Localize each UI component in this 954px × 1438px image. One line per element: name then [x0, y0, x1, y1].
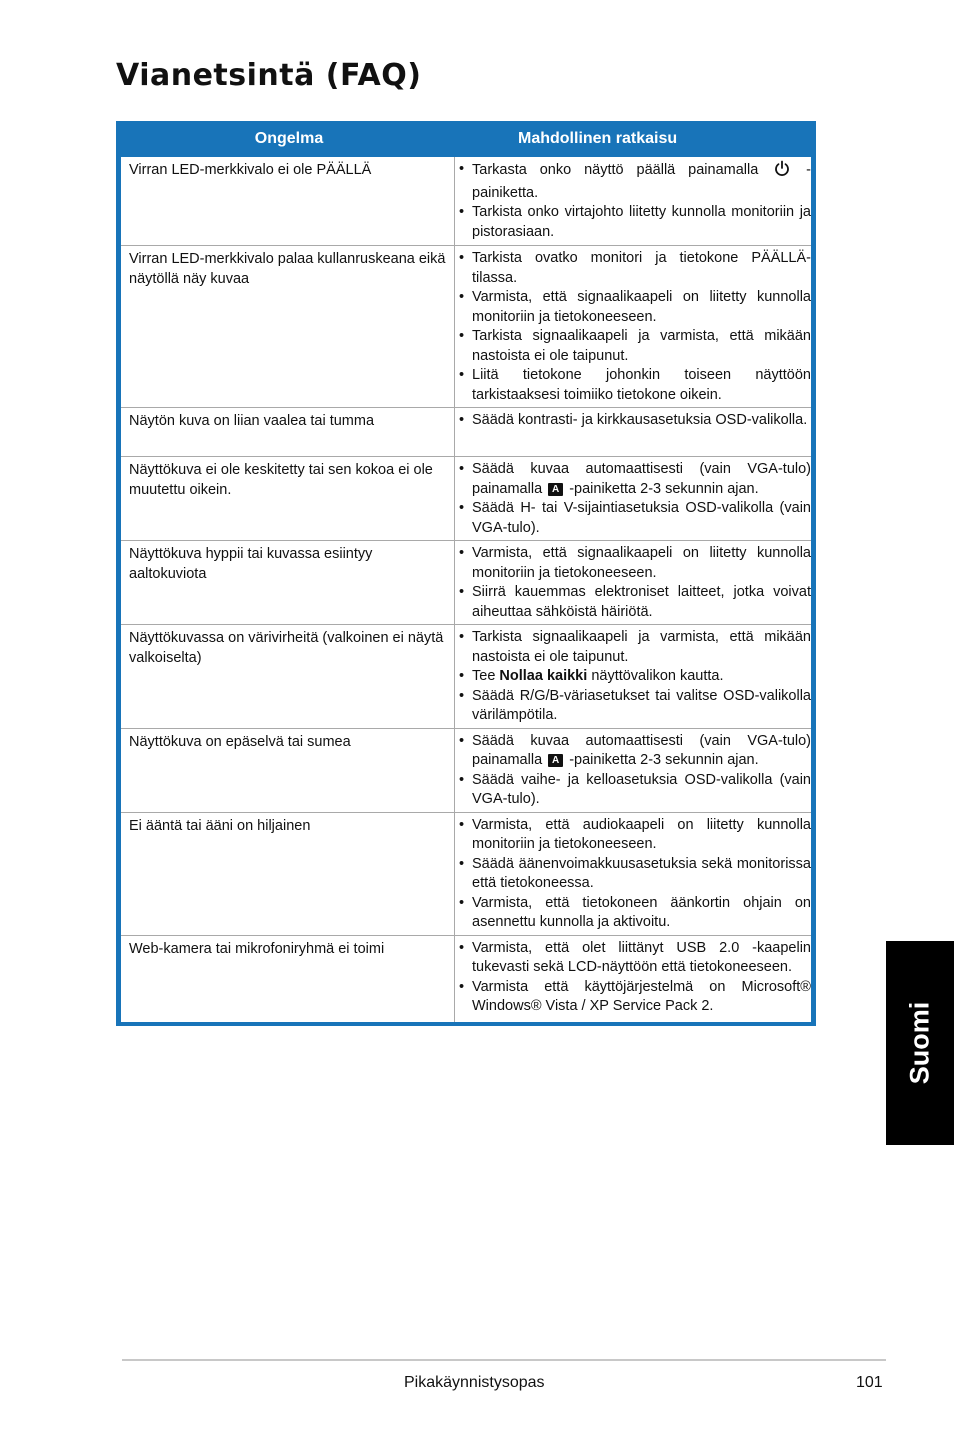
- solution-item: [455, 771, 811, 810]
- solution-cell: [455, 813, 811, 935]
- solution-text: Varmista, että signaalikaapeli on liitetty kunnolla monitoriin ja tietokoneeseen.: [472, 289, 811, 325]
- solution-text: Säädä kuvaa automaattisesti (vain VGA-tulo) painamalla: [472, 732, 811, 768]
- solution-item: [455, 499, 811, 538]
- solution-text: Säädä vaihe- ja kelloasetuksia OSD-valikolla (vain VGA-tulo).: [472, 771, 811, 807]
- solution-item: [455, 288, 811, 327]
- problem-cell: Näyttökuva on epäselvä tai sumea: [121, 729, 455, 812]
- solution-item: [455, 366, 811, 405]
- solution-item: [455, 667, 811, 687]
- solution-text: Säädä H- tai V-sijaintiasetuksia OSD-valikolla (vain VGA-tulo).: [472, 500, 811, 536]
- footer-divider: [122, 1359, 886, 1361]
- solution-list: [455, 939, 811, 1017]
- language-tab-label: Suomi: [904, 1001, 935, 1085]
- solution-text: Säädä R/G/B-väriasetukset tai valitse OSD-valikolla värilämpötila.: [472, 687, 811, 723]
- solution-text: Säädä äänenvoimakkuusasetuksia sekä monitorissa että tietokoneessa.: [472, 855, 811, 891]
- solution-item: [455, 939, 811, 978]
- problem-cell: Näyttökuva hyppii tai kuvassa esiintyy aaltokuviota: [121, 541, 455, 624]
- solution-text: Tee: [472, 668, 496, 684]
- solution-item: [455, 894, 811, 933]
- solution-text: Tarkista ovatko monitori ja tietokone PÄÄLLÄ-tilassa.: [472, 250, 811, 286]
- problem-cell: Web-kamera tai mikrofoniryhmä ei toimi: [121, 936, 455, 1022]
- table-row: [121, 157, 811, 245]
- solution-text: -painiketta.: [472, 162, 812, 201]
- solution-text: Tarkasta onko näyttö päällä painamalla: [472, 162, 759, 178]
- solution-item: [455, 978, 811, 1017]
- problem-cell: Näytön kuva on liian vaalea tai tumma: [121, 408, 455, 456]
- solution-text: Varmista että käyttöjärjestelmä on Microsoft® Windows® Vista / XP Service Pack 2.: [472, 978, 811, 1014]
- faq-table: [116, 121, 816, 1026]
- solution-list: [455, 544, 811, 622]
- solution-text: -painiketta 2-3 sekunnin ajan.: [569, 752, 759, 768]
- solution-item: [455, 583, 811, 622]
- solution-cell: [455, 625, 811, 728]
- solution-text: Varmista, että olet liittänyt USB 2.0 -kaapelin tukevasti sekä LCD-näyttöön että tietokoneeseen.: [472, 939, 811, 975]
- solution-list: [455, 411, 811, 431]
- solution-cell: [455, 408, 811, 456]
- solution-item: [455, 203, 811, 242]
- solution-item: [455, 628, 811, 667]
- solution-item: [455, 249, 811, 288]
- table-row: [121, 456, 811, 540]
- solution-item: [455, 544, 811, 583]
- table-row: [121, 407, 811, 456]
- problem-cell: Virran LED-merkkivalo palaa kullanruskeana eikä näytöllä näy kuvaa: [121, 246, 455, 407]
- solution-cell: [455, 457, 811, 540]
- power-icon: [774, 160, 790, 184]
- solution-text: Varmista, että audiokaapeli on liitetty kunnolla monitoriin ja tietokoneeseen.: [472, 816, 811, 852]
- solution-text: Säädä kontrasti- ja kirkkausasetuksia OSD-valikolla.: [472, 412, 808, 428]
- solution-item: [455, 327, 811, 366]
- column-header-problem: Ongelma: [254, 130, 324, 147]
- page-title: Vianetsintä (FAQ): [116, 58, 422, 93]
- problem-cell: Näyttökuvassa on värivirheitä (valkoinen ei näytä valkoiselta): [121, 625, 455, 728]
- solution-item: [455, 855, 811, 894]
- solution-item: [455, 687, 811, 726]
- problem-cell: Virran LED-merkkivalo ei ole PÄÄLLÄ: [121, 157, 455, 245]
- solution-text: Tarkista signaalikaapeli ja varmista, että mikään nastoista ei ole taipunut.: [472, 629, 811, 665]
- table-row: [121, 540, 811, 624]
- table-row: [121, 245, 811, 407]
- solution-list: [455, 732, 811, 810]
- table-row: [121, 728, 811, 812]
- solution-item: [455, 816, 811, 855]
- solution-text: -painiketta 2-3 sekunnin ajan.: [569, 480, 759, 497]
- solution-item: [455, 732, 811, 771]
- solution-list: [455, 249, 811, 405]
- language-tab: [886, 941, 954, 1145]
- solution-item: [455, 411, 811, 431]
- table-row: [121, 624, 811, 728]
- solution-item: [455, 460, 811, 499]
- footer-label: Pikakäynnistysopas: [404, 1374, 545, 1391]
- solution-text: Säädä kuvaa automaattisesti (vain VGA-tulo) painamalla: [472, 461, 811, 497]
- solution-text: Varmista, että signaalikaapeli on liitetty kunnolla monitoriin ja tietokoneeseen.: [472, 545, 811, 581]
- solution-cell: [455, 246, 811, 407]
- solution-text: Siirrä kauemmas elektroniset laitteet, jotka voivat aiheuttaa sähköistä häiriötä.: [472, 584, 811, 620]
- page-number: 101: [856, 1374, 883, 1391]
- solution-cell: [455, 936, 811, 1022]
- solution-list: [455, 460, 811, 538]
- solution-cell: [455, 541, 811, 624]
- solution-list: [455, 816, 811, 933]
- table-row: [121, 935, 811, 1022]
- auto-adjust-icon: A: [548, 754, 563, 767]
- solution-text: Tarkista onko virtajohto liitetty kunnolla monitoriin ja pistorasiaan.: [472, 204, 811, 240]
- solution-list: [455, 628, 811, 726]
- problem-cell: Näyttökuva ei ole keskitetty tai sen kokoa ei ole muutettu oikein.: [121, 457, 455, 540]
- table-row: [121, 812, 811, 935]
- table-body: [121, 157, 811, 1022]
- solution-text: Tarkista signaalikaapeli ja varmista, että mikään nastoista ei ole taipunut.: [472, 328, 811, 364]
- solution-text: näyttövalikon kautta.: [591, 668, 724, 684]
- solution-cell: [455, 157, 811, 245]
- solution-text: Liitä tietokone johonkin toiseen näyttöön tarkistaaksesi toimiiko tietokone oikein.: [472, 367, 811, 403]
- solution-cell: [455, 729, 811, 812]
- auto-adjust-icon: A: [548, 483, 563, 496]
- column-header-solution: Mahdollinen ratkaisu: [518, 130, 678, 147]
- solution-text: Varmista, että tietokoneen äänkortin ohjain on asennettu kunnolla ja aktivoitu.: [472, 894, 811, 930]
- solution-emphasis: Nollaa kaikki: [499, 668, 588, 684]
- problem-cell: Ei ääntä tai ääni on hiljainen: [121, 813, 455, 935]
- table-header: [121, 121, 811, 157]
- solution-item: [455, 160, 811, 203]
- solution-list: [455, 160, 811, 242]
